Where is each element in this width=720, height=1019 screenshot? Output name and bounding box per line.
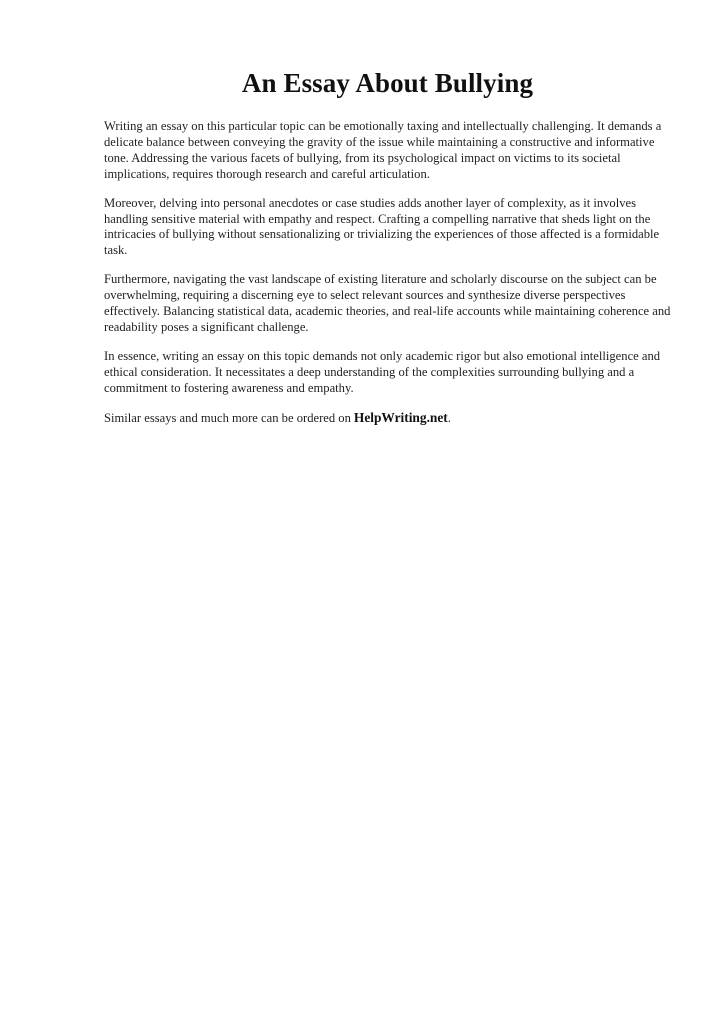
paragraph-2: Moreover, delving into personal anecdotes or case studies adds another layer of complexity, as it involves handling sensitive material with empathy and respect. Crafting a compelling narrative that sheds light on the intricacies of bullying without sensationalizing or trivializing the experiences of those affected is a formidable task. bbox=[104, 195, 660, 258]
helpwriting-link[interactable]: HelpWriting.net bbox=[353, 409, 448, 425]
order-line-period: . bbox=[447, 410, 451, 425]
paragraph-3: Furthermore, navigating the vast landscape of existing literature and scholarly discourse on the subject can be overwhelming, requiring a discerning eye to select relevant sources and synthesize diverse perspectives effectively. Balancing statistical data, academic theories, and real-life accounts while maintaining coherence and readability poses a significant challenge. bbox=[104, 272, 671, 334]
order-line bbox=[104, 410, 674, 427]
paragraph-4: In essence, writing an essay on this topic demands not only academic rigor but also emotional intelligence and ethical consideration. It necessitates a deep understanding of the complexities surrounding bullying and a commitment to fostering awareness and empathy. bbox=[104, 348, 661, 395]
paragraph-1: Writing an essay on this particular topic can be emotionally taxing and intellectually challenging. It demands a delicate balance between conveying the gravity of the issue while maintaining a constructive and informative tone. Addressing the various facets of bullying, from its psychological impact on victims to its societal implications, requires thorough research and careful articulation. bbox=[104, 119, 662, 181]
order-line-text: Similar essays and much more can be ordered on bbox=[104, 410, 351, 425]
essay-body bbox=[104, 119, 674, 427]
essay-title: An Essay About Bullying bbox=[241, 68, 534, 98]
